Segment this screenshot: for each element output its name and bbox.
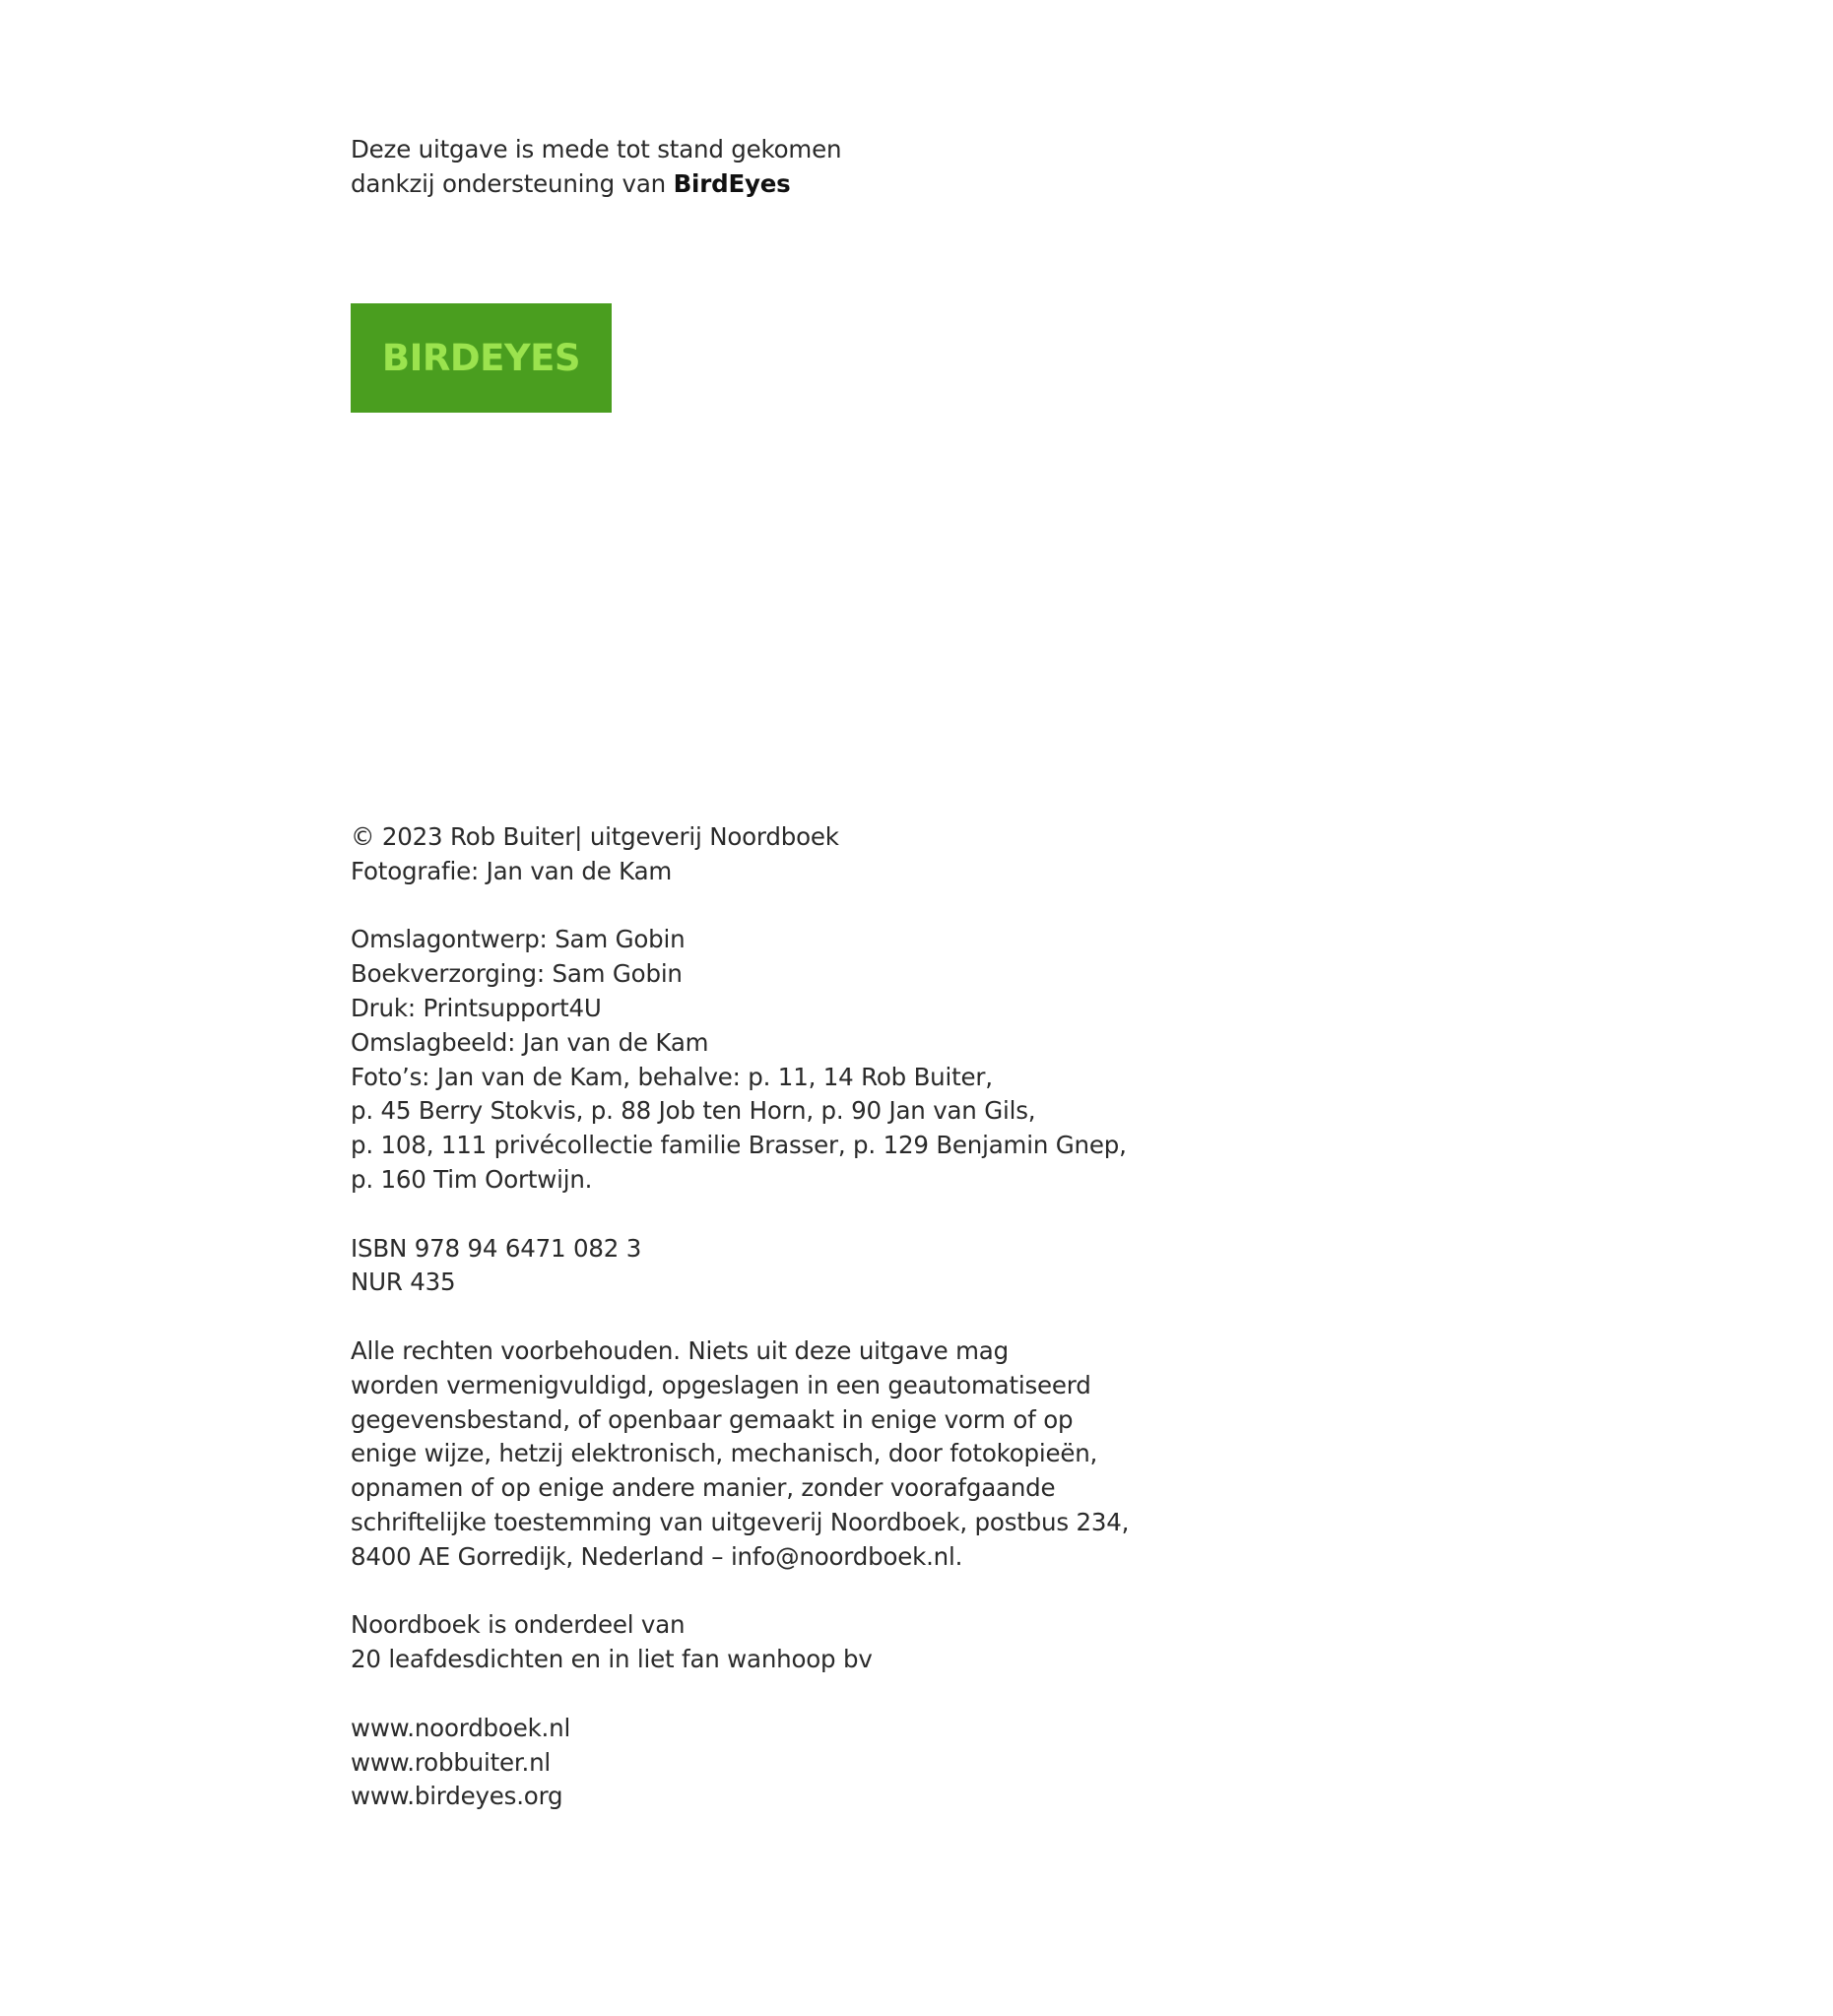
rights-line: schriftelijke toestemming van uitgeverij Noordboek, postbus 234, bbox=[351, 1507, 1130, 1536]
colophon-line: Boekverzorging: Sam Gobin bbox=[351, 959, 683, 989]
sponsor-line-2-prefix: dankzij ondersteuning van bbox=[351, 168, 674, 198]
nur-line: NUR 435 bbox=[351, 1268, 456, 1297]
rights-line: enige wijze, hetzij elektronisch, mechanisch, door fotokopieën, bbox=[351, 1439, 1098, 1468]
birdeyes-logo bbox=[351, 303, 612, 413]
colophon-line: Foto’s: Jan van de Kam, behalve: p. 11, 14 Rob Buiter, bbox=[351, 1062, 993, 1091]
colophon-line: Druk: Printsupport4U bbox=[351, 993, 602, 1022]
copyright-line: © 2023 Rob Buiter| uitgeverij Noordboek bbox=[351, 822, 839, 851]
sponsor-line-1: Deze uitgave is mede tot stand gekomen bbox=[351, 135, 842, 163]
photography-line: Fotografie: Jan van de Kam bbox=[351, 856, 673, 885]
rights-line: gegevensbestand, of openbaar gemaakt in enige vorm of op bbox=[351, 1404, 1074, 1434]
colophon-line: p. 45 Berry Stokvis, p. 88 Job ten Horn, p. 90 Jan van Gils, bbox=[351, 1096, 1036, 1126]
website-link[interactable]: www.birdeyes.org bbox=[351, 1782, 563, 1811]
colophon-line: Omslagbeeld: Jan van de Kam bbox=[351, 1027, 709, 1057]
colophon-line: Omslagontwerp: Sam Gobin bbox=[351, 925, 686, 954]
website-link[interactable]: www.noordboek.nl bbox=[351, 1713, 571, 1742]
rights-line: worden vermenigvuldigd, opgeslagen in een geautomatiseerd bbox=[351, 1370, 1091, 1399]
rights-line: opnamen of op enige andere manier, zonder voorafgaande bbox=[351, 1473, 1056, 1503]
credits-block bbox=[351, 820, 1129, 1814]
sponsor-note bbox=[351, 133, 841, 202]
parent-company-line: 20 leafdesdichten en in liet fan wanhoop bv bbox=[351, 1645, 873, 1674]
sponsor-brand-name: BirdEyes bbox=[673, 168, 791, 198]
sponsor-line-2 bbox=[351, 167, 841, 202]
parent-company-line: Noordboek is onderdeel van bbox=[351, 1610, 686, 1640]
colophon-line: p. 108, 111 privécollectie familie Brasser, p. 129 Benjamin Gnep, bbox=[351, 1131, 1127, 1160]
rights-line: Alle rechten voorbehouden. Niets uit deze uitgave mag bbox=[351, 1335, 1009, 1365]
rights-line: 8400 AE Gorredijk, Nederland – info@noordboek.nl. bbox=[351, 1541, 963, 1571]
colophon-line: p. 160 Tim Oortwijn. bbox=[351, 1164, 593, 1194]
isbn-line: ISBN 978 94 6471 082 3 bbox=[351, 1233, 642, 1263]
website-link[interactable]: www.robbuiter.nl bbox=[351, 1747, 552, 1777]
birdeyes-logo-text: BIRDEYES bbox=[381, 337, 581, 379]
